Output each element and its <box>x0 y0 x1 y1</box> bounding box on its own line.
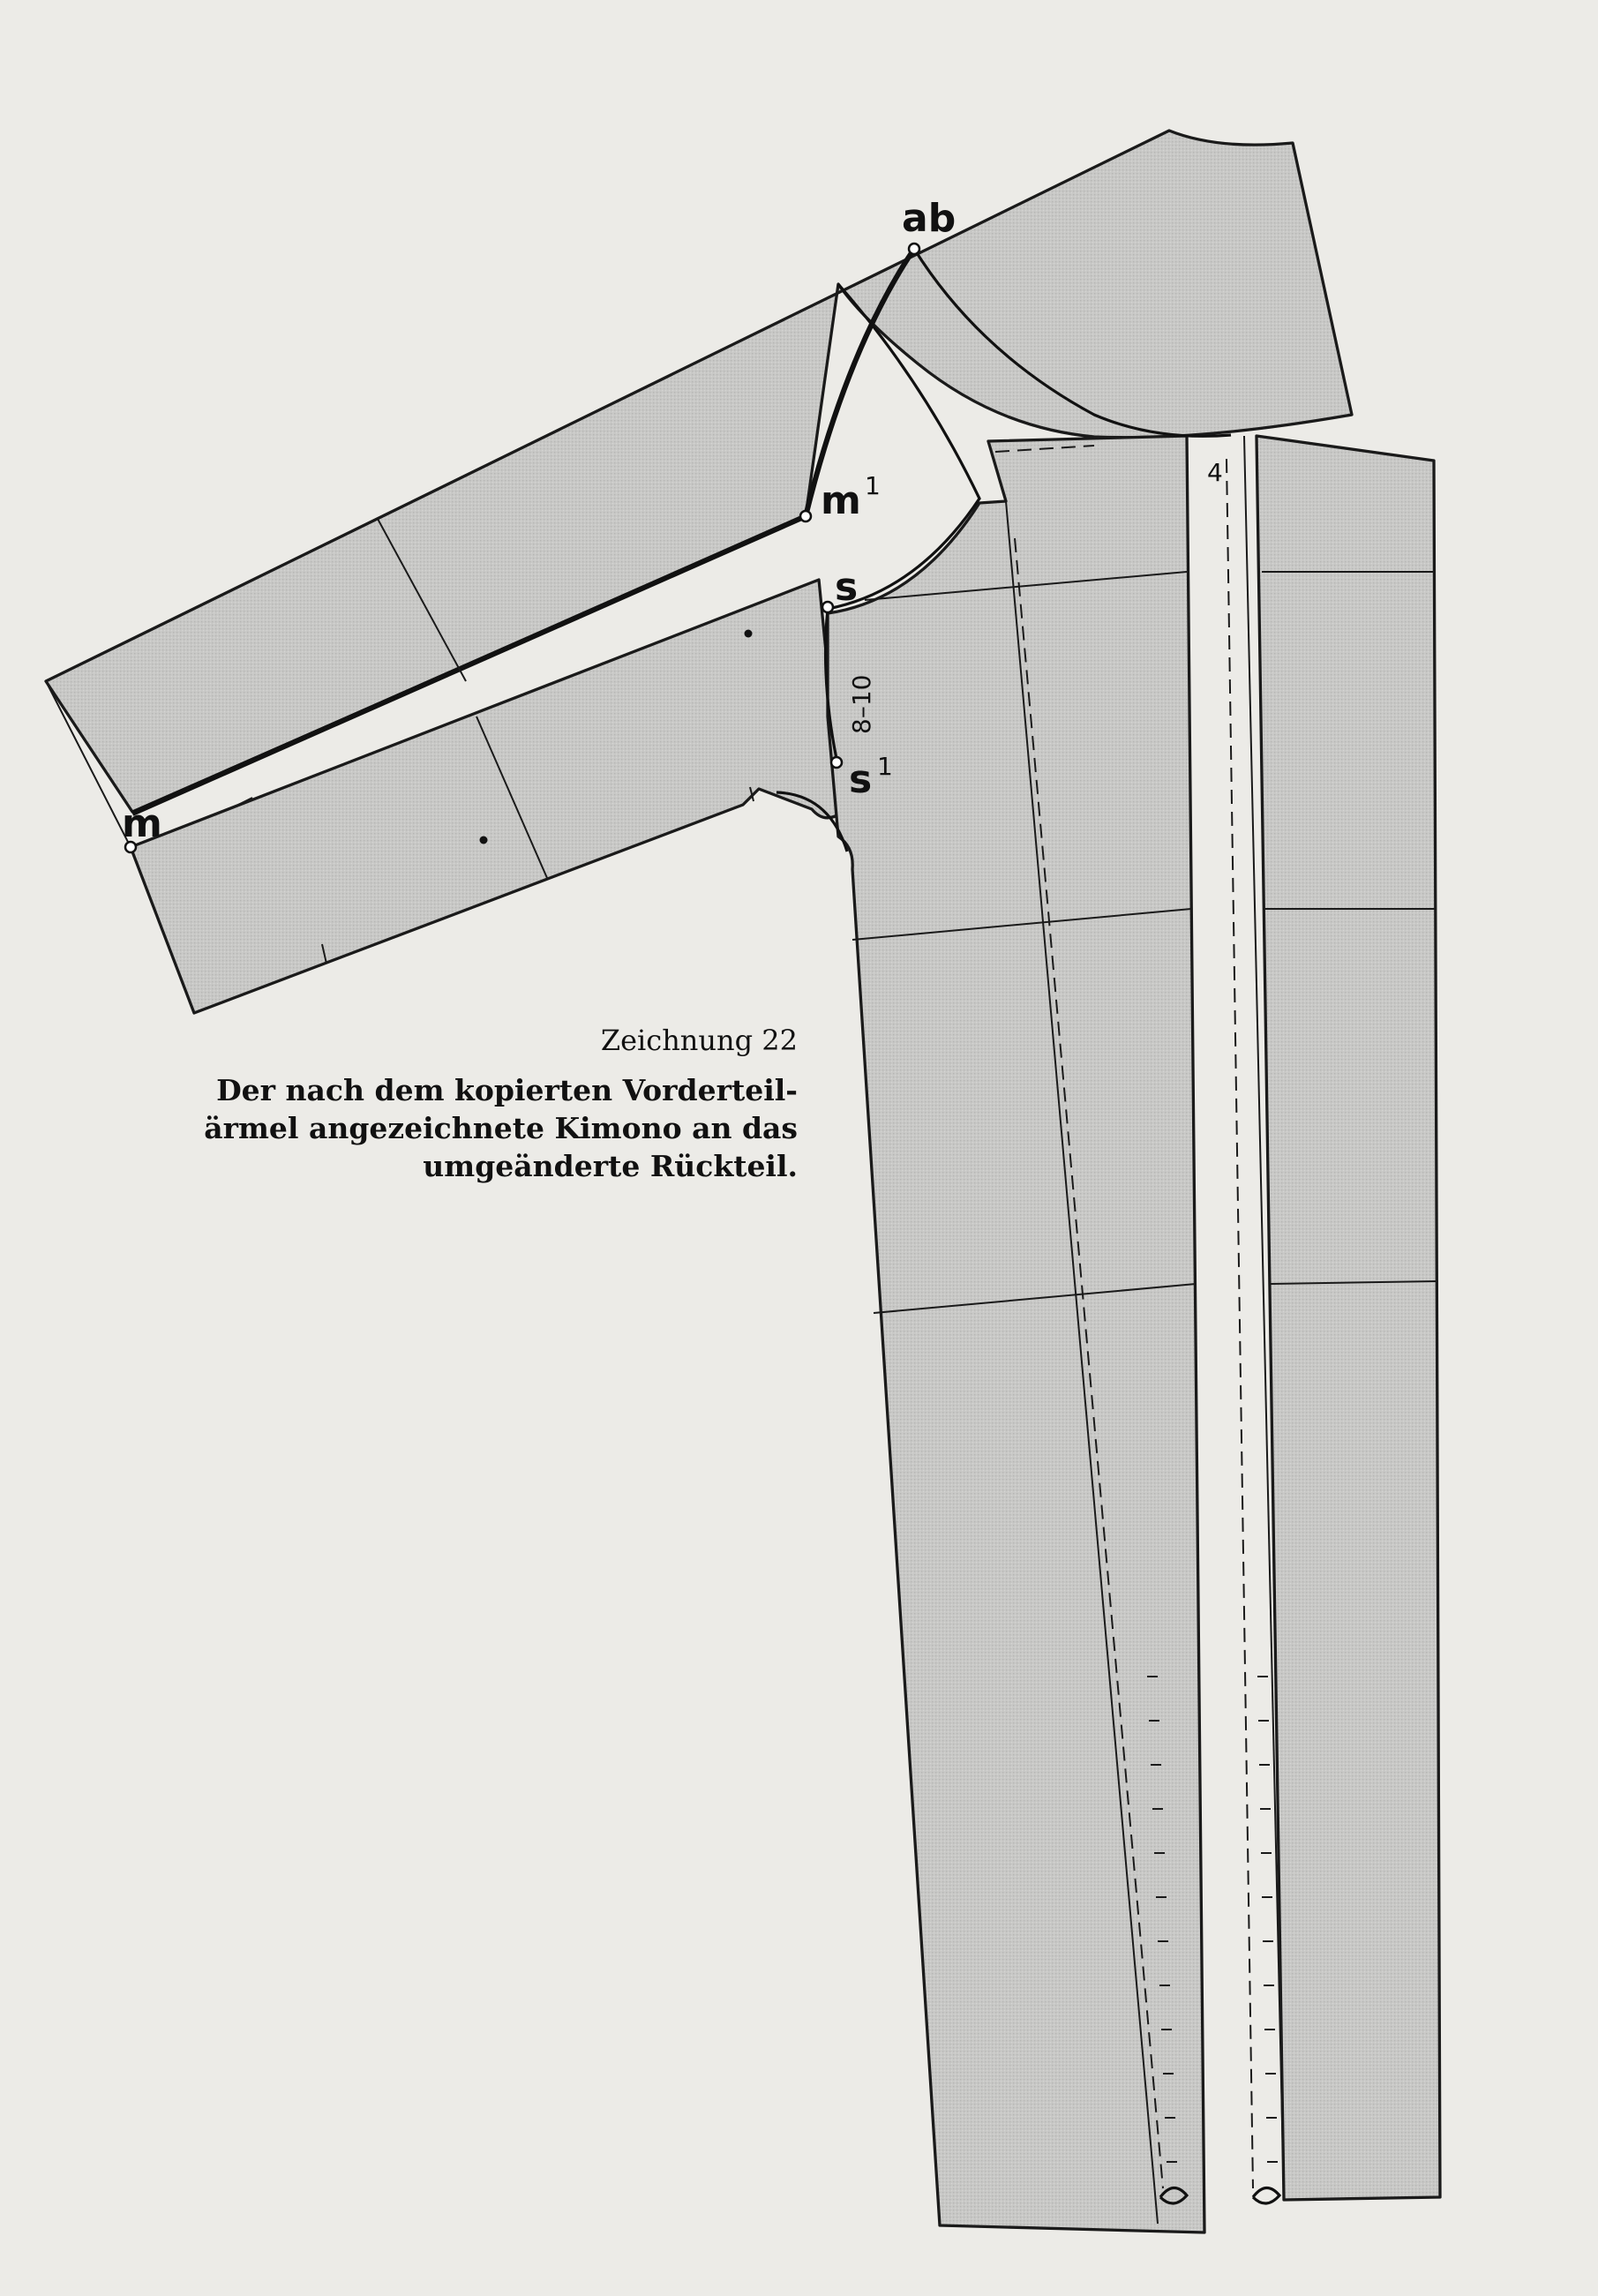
mark-dot <box>480 837 488 844</box>
point-m1-marker <box>800 511 811 521</box>
point-s1-marker <box>831 757 842 768</box>
label-m1: m <box>821 478 861 523</box>
label-m1-index: 1 <box>865 471 881 500</box>
hem-scale <box>1257 1677 1278 2162</box>
dashed-seam-allowance <box>1227 459 1253 2188</box>
point-ab-marker <box>909 244 919 254</box>
figure-description: Der nach dem kopierten Vorderteil- ärmel angezeichnete Kimono an das umgeänderte Rückteil. <box>204 1073 798 1183</box>
measure-label: 8–10 <box>847 674 876 734</box>
point-s-marker <box>822 602 833 612</box>
label-s: s <box>835 565 859 610</box>
label-ab: ab <box>902 196 957 241</box>
label-s1-index: 1 <box>877 752 893 781</box>
back-bodice-piece <box>828 436 1204 2232</box>
label-m: m <box>122 801 162 846</box>
mark-dot <box>745 630 753 638</box>
figure-caption <box>127 1024 798 1185</box>
side-panel-piece <box>1257 436 1440 2200</box>
figure-title: Zeichnung 22 <box>600 1024 798 1057</box>
label-s1: s <box>849 757 873 802</box>
panel-number: 4 <box>1207 458 1223 487</box>
hem-loop <box>1253 2187 1279 2203</box>
